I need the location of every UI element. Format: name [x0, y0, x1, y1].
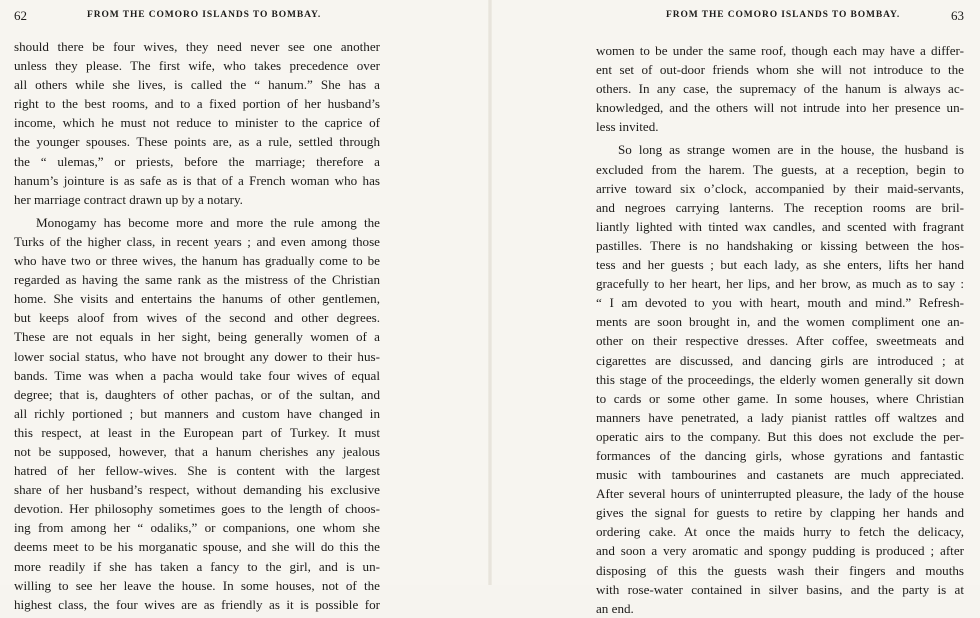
text-line: this respect, at least in the European part of Turkey. It must [14, 424, 380, 440]
paragraph [14, 37, 380, 209]
text-line: and negroes carrying lanterns. The reception rooms are bril- [596, 199, 964, 215]
text-line: less invited. [596, 119, 659, 135]
text-line: pastilles. There is no handshaking or kissing between the hos- [596, 237, 964, 253]
right-page-text [596, 41, 964, 618]
text-line: These are not equals in her sight, being generally women of a [14, 329, 380, 345]
text-line: lower social status, who have not brought any dower to their hus- [14, 348, 380, 364]
text-line: excluded from the harem. The guests, at a reception, begin to [596, 161, 964, 177]
right-page-number: 63 [951, 8, 964, 23]
left-page-number: 62 [14, 8, 27, 23]
right-running-title: FROM THE COMORO ISLANDS TO BOMBAY. [666, 10, 901, 20]
text-line: all richly portioned ; but manners and custom have changed in [14, 405, 380, 421]
text-line: other on their respective dresses. After coffee, sweetmeats and [596, 333, 964, 349]
text-line: ments are soon brought in, and the women compliment one an- [596, 314, 964, 330]
text-line: this stage of the proceedings, the elderly women generally sit down [596, 371, 964, 387]
text-line: bands. Time was when a pacha would take four wives of equal [14, 367, 380, 383]
text-line: others. In any case, the supremacy of the hanum is always ac- [596, 81, 964, 97]
text-line: degree; that is, daughters of other pachas, or of the sultan, and [14, 386, 380, 402]
text-line: who have two or three wives, the hanum has gradually come to be [14, 253, 380, 269]
text-line: music with tambourines and castanets are much appreciated. [596, 467, 964, 483]
paragraph [596, 140, 964, 617]
paragraph [14, 213, 380, 614]
text-line: So long as strange women are in the house, the husband is [618, 142, 964, 158]
text-line: cigarettes are discussed, and dancing girls are introduced ; at [596, 352, 964, 368]
left-running-title: FROM THE COMORO ISLANDS TO BOMBAY. [87, 10, 322, 20]
text-line: the “ ulemas,” or priests, before the marriage; therefore a [14, 153, 380, 169]
text-line: arrive toward six o’clock, accompanied by their maid-servants, [596, 180, 964, 196]
book-gutter [488, 0, 492, 585]
text-line: deems meet to be his morganatic spouse, and she will do this the [14, 539, 380, 555]
text-line: the younger spouses. These points are, as a rule, settled through [14, 134, 380, 150]
text-line: hatred of her fellow-wives. She is content with the largest [14, 463, 380, 479]
text-line: more readily if she has taken a fancy to the girl, and is un- [14, 558, 380, 574]
right-running-head [596, 8, 964, 24]
text-line: devotion. Her philosophy sometimes goes to the length of choos- [14, 501, 380, 517]
text-line: willing to see her leave the house. In some houses, not of the [14, 577, 380, 593]
text-line: After several hours of uninterrupted pleasure, the lady of the house [596, 486, 964, 502]
text-line: “ I am devoted to you with heart, mouth and mind.” Refresh- [596, 295, 964, 311]
text-line: and soon a very aromatic and spongy pudding is produced ; after [596, 543, 964, 559]
text-line: with rose-water contained in silver basins, and the party is at [596, 581, 964, 597]
text-line: but keeps aloof from wives of the second and other degrees. [14, 310, 380, 326]
text-line: women to be under the same roof, though each may have a differ- [596, 43, 964, 58]
text-line: operatic airs to the company. But this does not exclude the per- [596, 428, 964, 444]
text-line: disposing of this the guests wash their fingers and mouths [596, 562, 964, 578]
text-line: ing from among her “ odaliks,” or companions, one whom she [14, 520, 380, 536]
text-line: home. She visits and entertains the hanums of other gentlemen, [14, 291, 380, 307]
left-page [14, 0, 380, 612]
text-line: hanum’s jointure is as safe as is that of a French woman who has [14, 172, 380, 188]
text-line: Turks of the higher class, in recent years ; and even among those [14, 233, 380, 249]
text-line: ent set of out-door friends whom she will not introduce to the [596, 62, 964, 78]
text-line: her marriage contract drawn up by a notary. [14, 191, 243, 207]
text-line: should there be four wives, they need never see one another [14, 39, 380, 54]
right-page [596, 0, 964, 616]
text-line: gives the signal for guests to retire by clapping her hands and [596, 505, 964, 521]
text-line: ordering cake. At once the maids hurry to fetch the delicacy, [596, 524, 964, 540]
text-line: liantly lighted with tinted wax candles, and scented with fragrant [596, 218, 964, 234]
left-page-text [14, 37, 380, 614]
text-line: tess and her guests ; but each lady, as she enters, lifts her hand [596, 257, 964, 273]
text-line: regarded as having the same rank as the mistress of the Christian [14, 272, 380, 288]
text-line: unless they please. The first wife, who takes precedence over [14, 58, 380, 74]
text-line: not be supposed, however, that a hanum cherishes any jealous [14, 443, 380, 459]
left-running-head [14, 8, 380, 24]
text-line: gracefully to her heart, her lips, and her brow, as much as to say : [596, 276, 964, 292]
text-line: manners have penetrated, a lady pianist rattles off waltzes and [596, 409, 964, 425]
text-line: right to the best rooms, and to a fixed portion of her husband’s [14, 96, 380, 112]
text-line: highest class, the four wives are as friendly as it is possible for [14, 596, 380, 612]
paragraph [596, 41, 964, 136]
text-line: knowledged, and the others will not intrude into her presence un- [596, 100, 964, 116]
text-line: formances of the dancing girls, whose gyrations and fantastic [596, 447, 964, 463]
text-line: an end. [596, 600, 634, 616]
text-line: Monogamy has become more and more the rule among the [36, 214, 380, 230]
text-line: to cards or some other game. In some houses, where Christian [596, 390, 964, 406]
text-line: income, which he must not reduce to minister to the caprice of [14, 115, 380, 131]
text-line: share of her husband’s respect, without demanding his exclusive [14, 482, 380, 498]
text-line: all others while she lives, is called the “ hanum.” She has a [14, 77, 380, 93]
